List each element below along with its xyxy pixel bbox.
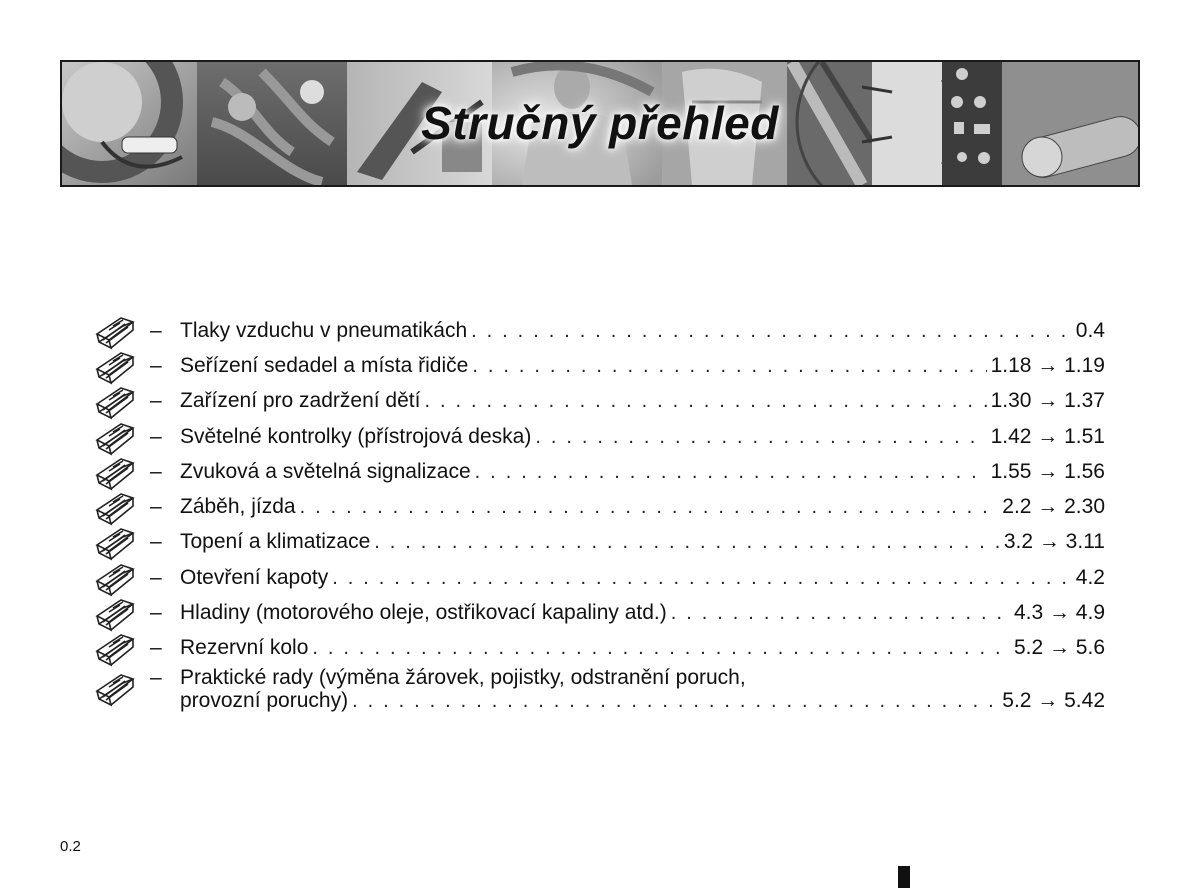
dot-leader bbox=[424, 390, 986, 413]
book-reference-icon bbox=[95, 382, 135, 420]
list-item[interactable] bbox=[95, 631, 1105, 666]
list-item[interactable] bbox=[95, 595, 1105, 630]
item-pages: 5.2 → 5.42 bbox=[1002, 688, 1105, 712]
page-number: 0.2 bbox=[60, 838, 81, 855]
list-item[interactable] bbox=[95, 525, 1105, 560]
list-bullet: – bbox=[150, 565, 162, 589]
item-title: Zařízení pro zadržení dětí bbox=[180, 389, 421, 413]
list-item[interactable] bbox=[95, 419, 1105, 454]
list-bullet: – bbox=[150, 318, 162, 342]
dot-leader bbox=[475, 461, 987, 484]
book-reference-icon bbox=[95, 594, 135, 632]
list-bullet: – bbox=[150, 636, 162, 660]
item-title-line2: provozní poruchy) bbox=[180, 688, 349, 712]
list-bullet: – bbox=[150, 459, 162, 483]
item-title: Světelné kontrolky (přístrojová deska) bbox=[180, 424, 532, 448]
book-reference-icon bbox=[95, 559, 135, 597]
item-title: Záběh, jízda bbox=[180, 495, 296, 519]
book-reference-icon bbox=[95, 453, 135, 491]
dot-leader bbox=[374, 531, 1000, 554]
item-title-line1: Praktické rady (výměna žárovek, pojistky, odstranění poruch, bbox=[180, 665, 746, 689]
list-bullet: – bbox=[150, 530, 162, 554]
item-title: Zvuková a světelná signalizace bbox=[180, 459, 471, 483]
contents-list bbox=[95, 313, 1105, 722]
list-item[interactable] bbox=[95, 560, 1105, 595]
page-edge-marker bbox=[898, 866, 910, 888]
item-title: Hladiny (motorového oleje, ostřikovací kapaliny atd.) bbox=[180, 601, 667, 625]
item-pages: 1.30 → 1.37 bbox=[990, 389, 1105, 413]
item-pages: 4.2 bbox=[1075, 565, 1105, 589]
item-pages: 1.55 → 1.56 bbox=[990, 459, 1105, 483]
dot-leader bbox=[300, 496, 999, 519]
book-reference-icon bbox=[95, 418, 135, 456]
item-title: Topení a klimatizace bbox=[180, 530, 371, 554]
item-title: Tlaky vzduchu v pneumatikách bbox=[180, 318, 468, 342]
list-item[interactable] bbox=[95, 489, 1105, 524]
item-pages: 1.18 → 1.19 bbox=[990, 353, 1105, 377]
item-pages: 1.42 → 1.51 bbox=[990, 424, 1105, 448]
item-title: Seřízení sedadel a místa řidiče bbox=[180, 353, 469, 377]
list-item[interactable] bbox=[95, 666, 1105, 722]
list-bullet: – bbox=[150, 495, 162, 519]
item-pages: 3.2 → 3.11 bbox=[1003, 530, 1105, 554]
book-reference-icon bbox=[95, 523, 135, 561]
list-bullet: – bbox=[150, 353, 162, 377]
item-pages: 5.2 → 5.6 bbox=[1013, 636, 1105, 660]
page-title: Stručný přehled bbox=[421, 97, 779, 149]
list-item[interactable] bbox=[95, 384, 1105, 419]
book-reference-icon bbox=[95, 669, 135, 707]
list-bullet: – bbox=[150, 424, 162, 448]
list-bullet: – bbox=[150, 665, 162, 689]
book-reference-icon bbox=[95, 312, 135, 350]
item-pages: 4.3 → 4.9 bbox=[1013, 601, 1105, 625]
dot-leader bbox=[671, 602, 1010, 625]
item-pages: 2.2 → 2.30 bbox=[1002, 495, 1105, 519]
item-title: Otevření kapoty bbox=[180, 565, 329, 589]
dot-leader bbox=[472, 355, 986, 378]
dot-leader bbox=[312, 637, 1010, 660]
list-item[interactable] bbox=[95, 313, 1105, 348]
dot-leader bbox=[332, 567, 1072, 590]
list-item[interactable] bbox=[95, 454, 1105, 489]
dot-leader bbox=[471, 320, 1072, 343]
list-bullet: – bbox=[150, 601, 162, 625]
dot-leader bbox=[352, 690, 998, 713]
dot-leader bbox=[535, 426, 986, 449]
book-reference-icon bbox=[95, 488, 135, 526]
list-item[interactable] bbox=[95, 348, 1105, 383]
book-reference-icon bbox=[95, 347, 135, 385]
item-title: Rezervní kolo bbox=[180, 636, 309, 660]
book-reference-icon bbox=[95, 629, 135, 667]
item-pages: 0.4 bbox=[1075, 318, 1105, 342]
header-banner bbox=[60, 60, 1140, 187]
list-bullet: – bbox=[150, 389, 162, 413]
